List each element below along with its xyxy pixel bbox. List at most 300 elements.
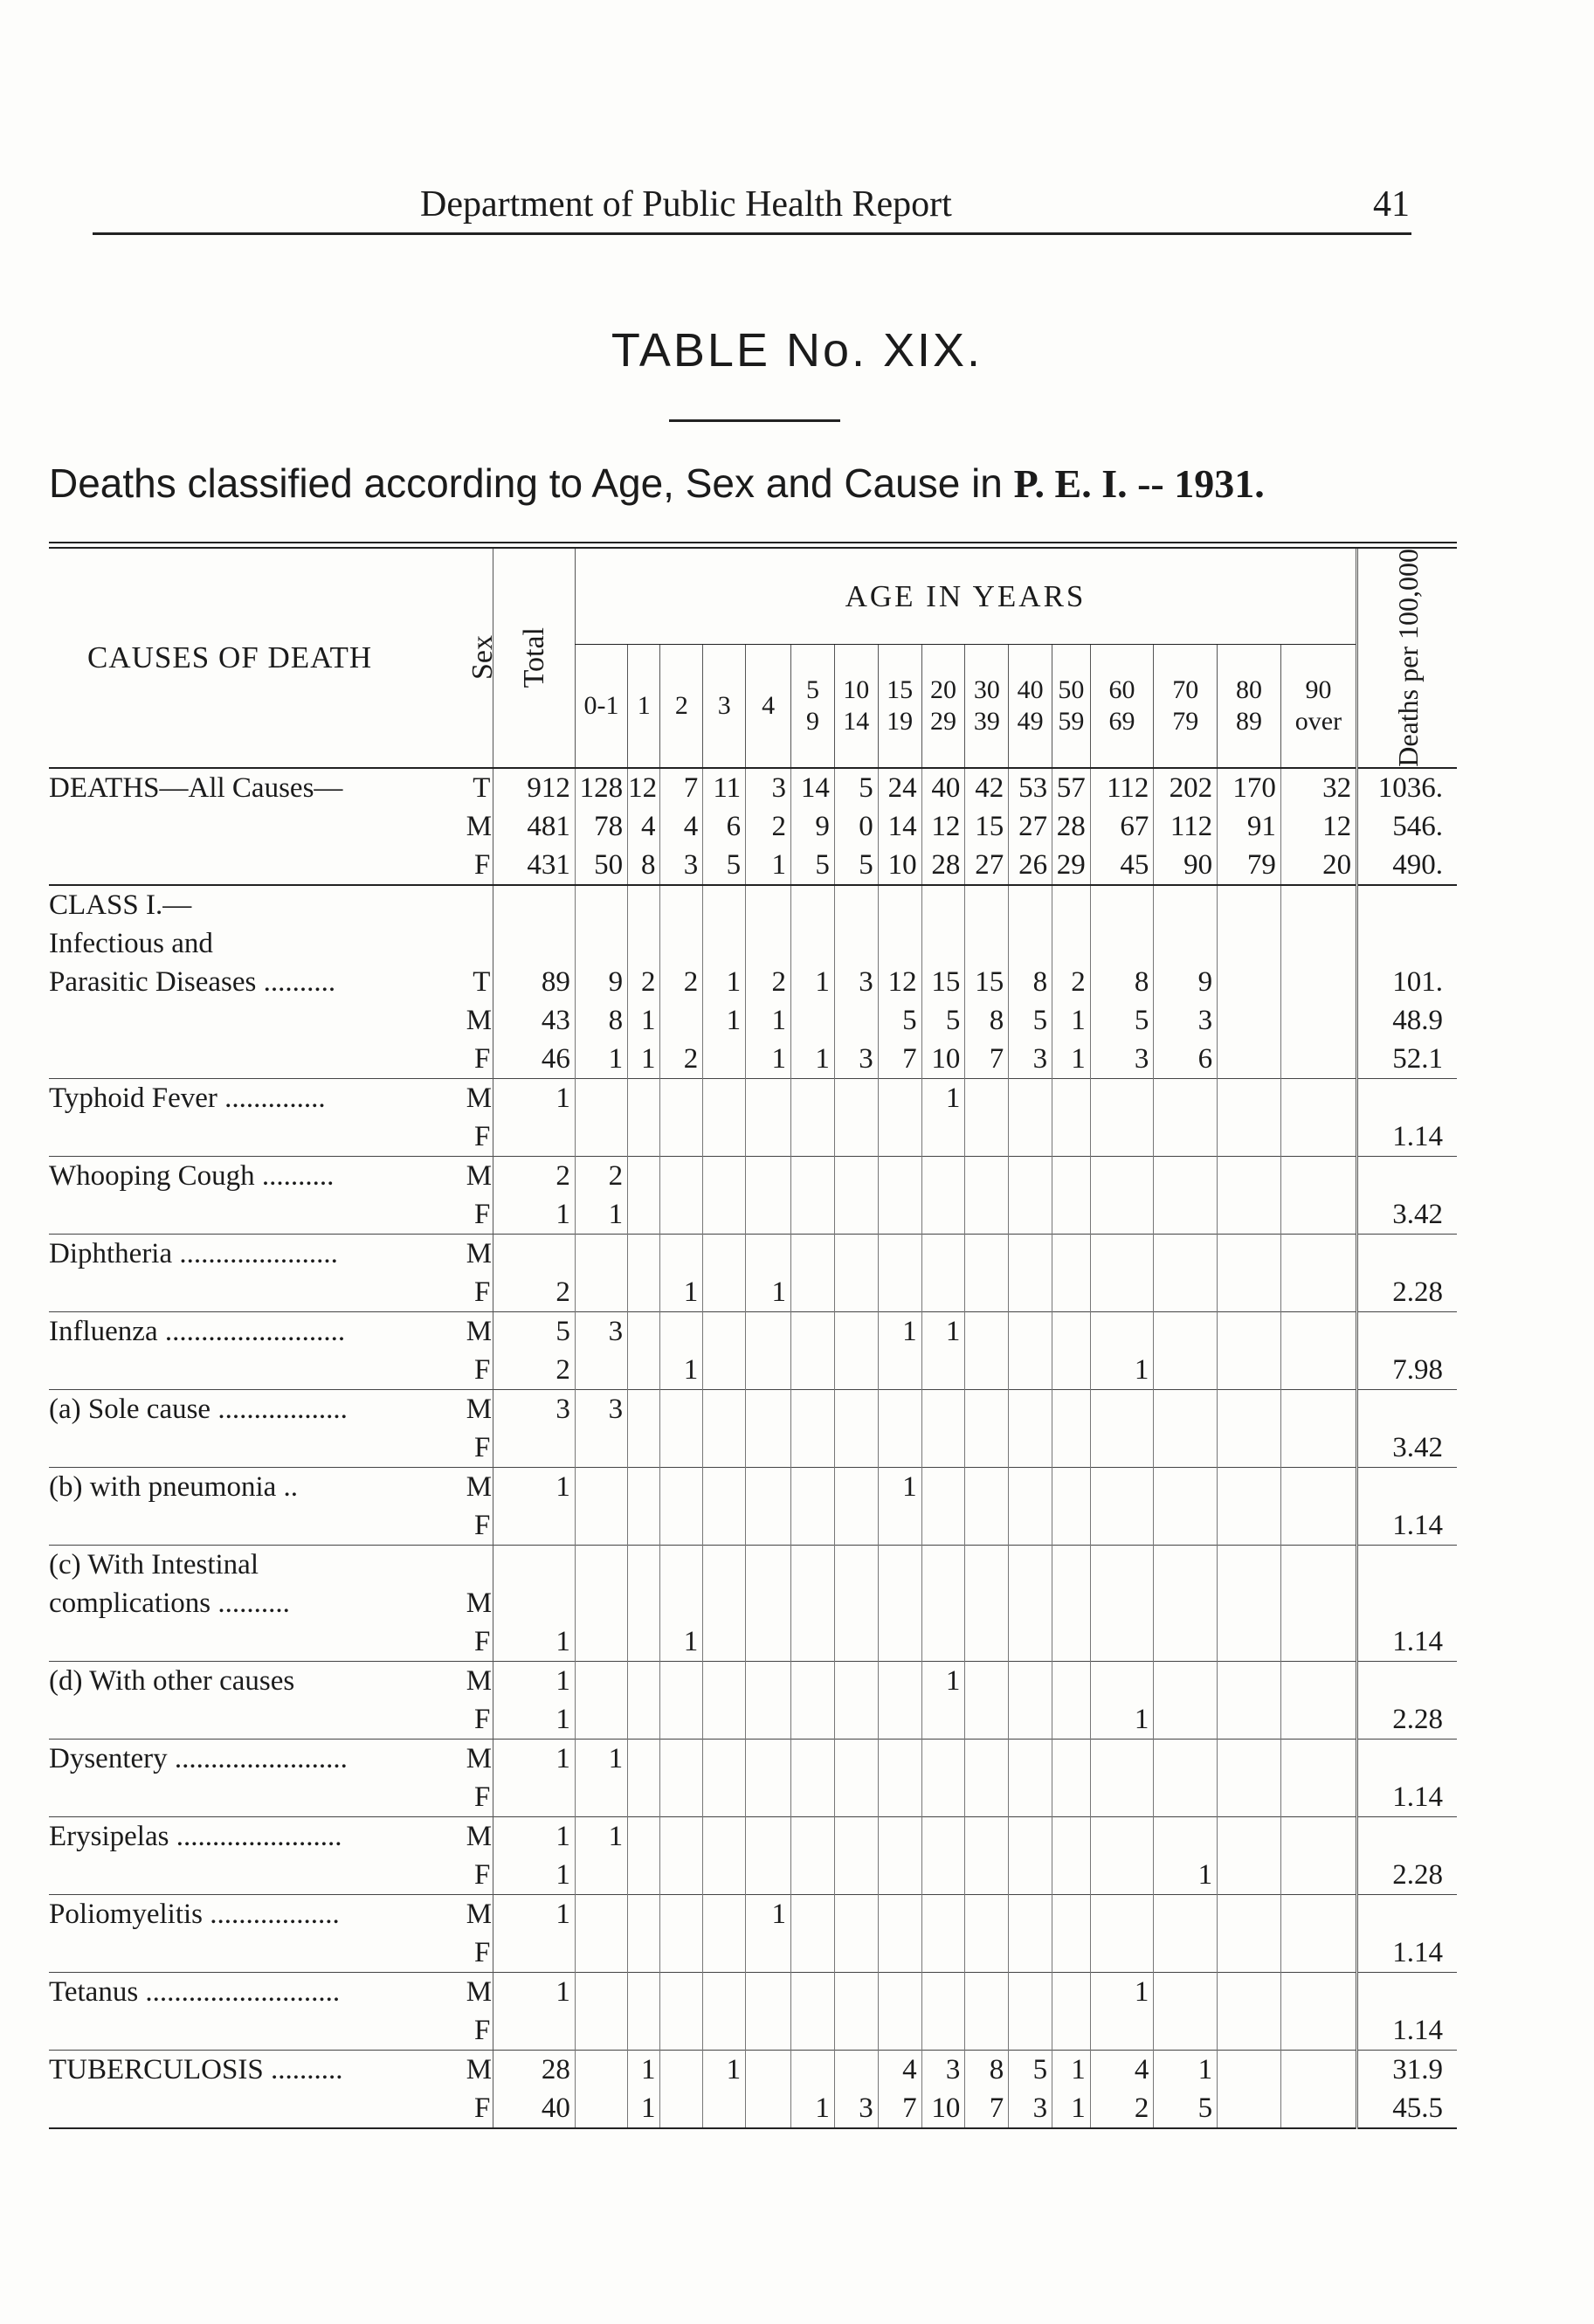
age-cell	[1090, 1311, 1154, 1351]
age-cell: 1	[746, 846, 791, 885]
age-cell: 29	[1052, 846, 1091, 885]
sex-cell: T	[473, 965, 491, 998]
age-cell: 8	[1009, 963, 1052, 1001]
sex-cell: F	[474, 1781, 491, 1813]
age-cell	[575, 1933, 627, 1973]
cause-label: (b) with pneumonia ..	[49, 1467, 466, 1506]
age-cell	[1090, 1739, 1154, 1778]
age-cell	[1052, 1234, 1091, 1273]
age-column-from: 90	[1305, 675, 1332, 705]
total-cell: 3	[493, 1389, 575, 1428]
age-cell	[746, 1351, 791, 1390]
age-cell	[628, 1622, 660, 1662]
age-cell: 1	[1090, 1972, 1154, 2011]
total-cell	[493, 2011, 575, 2051]
age-cell	[834, 1156, 878, 1195]
age-cell: 15	[921, 963, 965, 1001]
age-cell	[1090, 1273, 1154, 1312]
age-cell	[965, 1389, 1009, 1428]
cause-label	[49, 1001, 466, 1040]
age-cell	[1009, 924, 1052, 963]
age-cell	[1154, 1351, 1218, 1390]
age-cell	[791, 1933, 835, 1973]
age-cell	[1280, 1700, 1356, 1740]
age-cell	[1154, 924, 1218, 963]
table-row	[49, 885, 1457, 924]
age-cell	[660, 1195, 703, 1235]
age-cell	[575, 1117, 627, 1157]
age-cell	[703, 1195, 746, 1235]
age-cell	[921, 1428, 965, 1468]
age-cell: 112	[1154, 807, 1218, 846]
age-cell	[965, 1739, 1009, 1778]
rate-cell	[1357, 1894, 1457, 1933]
age-cell: 3	[834, 963, 878, 1001]
age-cell	[703, 1117, 746, 1157]
age-cell	[1218, 1117, 1281, 1157]
age-cell	[921, 1972, 965, 2011]
age-cell	[660, 1001, 703, 1040]
age-cell: 1	[791, 2089, 835, 2128]
total-cell	[493, 885, 575, 924]
age-cell	[1154, 1195, 1218, 1235]
age-cell: 3	[660, 846, 703, 885]
age-cell: 3	[834, 2089, 878, 2128]
age-cell	[1280, 1001, 1356, 1040]
age-cell	[1280, 1040, 1356, 1079]
age-cell	[575, 1622, 627, 1662]
age-column-from: 40	[1017, 675, 1044, 705]
total-cell	[493, 924, 575, 963]
cause-label	[49, 1117, 466, 1157]
table-row	[49, 1584, 1457, 1622]
age-cell	[1090, 1661, 1154, 1700]
age-cell	[834, 1195, 878, 1235]
age-cell: 1	[746, 1894, 791, 1933]
age-cell	[746, 1933, 791, 1973]
age-cell	[791, 1428, 835, 1468]
sex-header-text: Sex	[466, 635, 499, 681]
rate-cell: 2.28	[1357, 1273, 1457, 1312]
age-cell	[834, 1351, 878, 1390]
sex-cell: F	[474, 1198, 491, 1230]
age-cell	[575, 1778, 627, 1817]
age-cell	[791, 1234, 835, 1273]
sex-cell: F	[474, 1936, 491, 1968]
age-cell	[1009, 1156, 1052, 1195]
age-cell: 5	[703, 846, 746, 885]
table-row	[49, 846, 1457, 885]
age-column-header	[834, 645, 878, 768]
age-cell	[1009, 1234, 1052, 1273]
age-cell	[834, 1661, 878, 1700]
running-head	[93, 180, 1411, 235]
age-cell	[1009, 885, 1052, 924]
age-cell	[1218, 1700, 1281, 1740]
age-cell	[703, 2011, 746, 2051]
age-cell	[746, 1428, 791, 1468]
rate-cell	[1357, 924, 1457, 963]
age-cell	[965, 1311, 1009, 1351]
table-row	[49, 1506, 1457, 1546]
total-cell: 1	[493, 1078, 575, 1117]
age-column-header	[791, 645, 835, 768]
age-cell	[1280, 1856, 1356, 1895]
age-cell	[628, 1234, 660, 1273]
age-cell	[921, 1545, 965, 1584]
age-cell	[1154, 1467, 1218, 1506]
age-cell	[1280, 1584, 1356, 1622]
rate-cell: 3.42	[1357, 1428, 1457, 1468]
age-cell	[878, 885, 921, 924]
age-column-header	[1218, 645, 1281, 768]
table-row	[49, 1428, 1457, 1468]
age-column-header	[660, 645, 703, 768]
age-cell	[628, 1156, 660, 1195]
age-cell	[921, 1195, 965, 1235]
rate-cell	[1357, 1156, 1457, 1195]
rate-cell: 31.9	[1357, 2050, 1457, 2089]
age-column-header	[921, 645, 965, 768]
age-cell	[703, 924, 746, 963]
total-cell: 5	[493, 1311, 575, 1351]
age-cell	[1154, 885, 1218, 924]
age-cell	[660, 885, 703, 924]
age-cell	[921, 1856, 965, 1895]
age-column-to: 39	[973, 707, 1000, 737]
age-cell	[791, 1195, 835, 1235]
age-cell	[1052, 924, 1091, 963]
sex-cell: F	[474, 1431, 491, 1463]
age-cell	[660, 1933, 703, 1973]
age-cell	[575, 1506, 627, 1546]
age-cell	[628, 1506, 660, 1546]
age-cell	[628, 1584, 660, 1622]
age-cell	[921, 885, 965, 924]
age-cell: 1	[878, 1467, 921, 1506]
age-cell: 1	[746, 1040, 791, 1079]
age-cell: 2	[660, 1040, 703, 1079]
age-cell	[703, 1856, 746, 1895]
age-cell	[1280, 885, 1356, 924]
age-cell: 1	[703, 963, 746, 1001]
age-cell	[1218, 1972, 1281, 2011]
sex-cell: M	[466, 1894, 493, 1933]
age-cell	[791, 1389, 835, 1428]
age-cell: 3	[1009, 2089, 1052, 2128]
age-cell	[628, 1856, 660, 1895]
sex-cell: F	[474, 1703, 491, 1735]
total-cell: 1	[493, 1894, 575, 1933]
cause-label: complications ..........	[49, 1587, 290, 1619]
age-cell	[575, 1972, 627, 2011]
age-cell	[1154, 1700, 1218, 1740]
table-row	[49, 1545, 1457, 1584]
age-cell	[660, 2050, 703, 2089]
age-cell	[1154, 1506, 1218, 1546]
age-cell	[1090, 1428, 1154, 1468]
age-cell	[628, 1467, 660, 1506]
age-cell	[965, 1351, 1009, 1390]
age-cell	[746, 1117, 791, 1157]
age-cell	[628, 1778, 660, 1817]
age-cell	[628, 885, 660, 924]
age-cell	[1154, 1933, 1218, 1973]
age-cell	[1052, 1273, 1091, 1312]
age-cell	[834, 1700, 878, 1740]
age-cell	[965, 1117, 1009, 1157]
table-row	[49, 1117, 1457, 1157]
age-cell: 79	[1218, 846, 1281, 885]
age-cell	[660, 1972, 703, 2011]
age-cell	[703, 1389, 746, 1428]
age-column-to: 79	[1172, 707, 1199, 737]
age-column-from: 1	[637, 691, 651, 721]
rate-cell	[1357, 1311, 1457, 1351]
age-cell	[1090, 1506, 1154, 1546]
age-cell	[1009, 1428, 1052, 1468]
age-cell	[834, 1506, 878, 1546]
age-cell	[1090, 1467, 1154, 1506]
age-cell	[1280, 963, 1356, 1001]
rate-cell	[1357, 1234, 1457, 1273]
age-cell	[1280, 1428, 1356, 1468]
age-cell	[1154, 1894, 1218, 1933]
age-cell	[965, 1700, 1009, 1740]
age-cell	[1052, 1351, 1091, 1390]
age-cell	[965, 1428, 1009, 1468]
rate-cell: 2.28	[1357, 1856, 1457, 1895]
age-cell	[1090, 1234, 1154, 1273]
age-cell	[703, 1778, 746, 1817]
age-cell	[1052, 1933, 1091, 1973]
age-cell	[746, 924, 791, 963]
age-cell	[703, 1156, 746, 1195]
age-cell: 6	[1154, 1040, 1218, 1079]
sex-cell	[466, 885, 493, 924]
age-cell: 2	[746, 963, 791, 1001]
rate-cell	[1357, 1739, 1457, 1778]
age-cell: 5	[921, 1001, 965, 1040]
total-cell: 1	[493, 1816, 575, 1856]
age-cell	[1218, 1311, 1281, 1351]
age-cell	[1280, 1972, 1356, 2011]
age-cell	[1090, 1584, 1154, 1622]
age-cell: 1	[1154, 2050, 1218, 2089]
age-cell: 3	[575, 1311, 627, 1351]
rate-cell: 546.	[1357, 807, 1457, 846]
age-cell	[1218, 2050, 1281, 2089]
total-cell: 1	[493, 1856, 575, 1895]
sex-cell: F	[474, 1625, 491, 1657]
age-cell	[703, 2089, 746, 2128]
age-cell	[791, 1661, 835, 1700]
age-column-to: 59	[1058, 707, 1085, 737]
age-cell: 4	[660, 807, 703, 846]
age-cell	[703, 1661, 746, 1700]
total-cell: 1	[493, 1700, 575, 1740]
age-cell	[1090, 2011, 1154, 2051]
age-cell: 3	[575, 1389, 627, 1428]
age-cell	[1280, 1894, 1356, 1933]
age-cell	[1052, 1778, 1091, 1817]
age-cell: 24	[878, 768, 921, 807]
age-cell: 14	[791, 768, 835, 807]
total-cell: 1	[493, 1467, 575, 1506]
age-cell	[878, 1545, 921, 1584]
age-cell	[660, 924, 703, 963]
age-cell	[660, 1234, 703, 1273]
age-cell	[834, 1428, 878, 1468]
age-cell	[921, 1117, 965, 1157]
total-cell: 2	[493, 1351, 575, 1390]
rate-cell: 1.14	[1357, 2011, 1457, 2051]
table-row	[49, 1273, 1457, 1312]
age-cell: 3	[1090, 1040, 1154, 1079]
age-cell: 2	[746, 807, 791, 846]
age-cell	[1090, 1622, 1154, 1662]
age-cell	[703, 1584, 746, 1622]
table-row	[49, 807, 1457, 846]
table-row	[49, 1195, 1457, 1235]
age-cell	[791, 1273, 835, 1312]
age-cell	[878, 1700, 921, 1740]
age-cell	[965, 1584, 1009, 1622]
table-title: TABLE No. XIX.	[611, 324, 983, 377]
sex-cell	[466, 1545, 493, 1584]
age-cell	[1052, 1739, 1091, 1778]
rate-cell	[1357, 1972, 1457, 2011]
age-cell	[1090, 1078, 1154, 1117]
cause-label: Diphtheria ......................	[49, 1234, 466, 1273]
age-cell	[1009, 1467, 1052, 1506]
age-cell	[834, 1234, 878, 1273]
age-cell	[575, 1545, 627, 1584]
age-cell: 10	[921, 2089, 965, 2128]
age-cell	[791, 885, 835, 924]
age-cell	[1009, 1078, 1052, 1117]
age-cell	[703, 1234, 746, 1273]
age-cell: 202	[1154, 768, 1218, 807]
age-cell	[921, 1389, 965, 1428]
age-column-header	[746, 645, 791, 768]
age-cell	[628, 1894, 660, 1933]
age-column-from: 2	[674, 691, 688, 721]
age-cell	[1218, 1545, 1281, 1584]
rate-cell	[1357, 1078, 1457, 1117]
age-cell: 1	[660, 1273, 703, 1312]
cause-label	[49, 1040, 466, 1079]
rate-cell: 48.9	[1357, 1001, 1457, 1040]
age-cell	[660, 1156, 703, 1195]
sex-cell	[466, 924, 493, 963]
age-cell	[791, 1078, 835, 1117]
age-cell	[1052, 885, 1091, 924]
age-cell	[1280, 1778, 1356, 1817]
age-cell	[660, 1545, 703, 1584]
age-cell	[965, 1816, 1009, 1856]
age-cell: 5	[791, 846, 835, 885]
age-cell	[660, 1778, 703, 1817]
age-cell	[965, 1195, 1009, 1235]
age-cell: 1	[628, 2050, 660, 2089]
age-cell	[878, 1972, 921, 2011]
table-row	[49, 1078, 1457, 1117]
age-cell: 7	[878, 1040, 921, 1079]
table-row	[49, 1622, 1457, 1662]
age-cell	[1154, 1816, 1218, 1856]
age-cell: 12	[921, 807, 965, 846]
age-cell	[834, 1972, 878, 2011]
total-cell: 46	[493, 1040, 575, 1079]
age-cell	[1218, 1389, 1281, 1428]
age-column-to: 29	[929, 707, 956, 737]
age-cell: 3	[1154, 1001, 1218, 1040]
table-row	[49, 924, 1457, 963]
age-cell	[878, 2011, 921, 2051]
age-cell: 0	[834, 807, 878, 846]
age-cell	[921, 1778, 965, 1817]
cause-label: DEATHS—All Causes—	[49, 768, 466, 807]
age-cell	[878, 1856, 921, 1895]
age-cell	[791, 1584, 835, 1622]
age-cell: 20	[1280, 846, 1356, 885]
age-cell: 1	[1090, 1700, 1154, 1740]
rate-cell	[1357, 1584, 1457, 1622]
sex-cell: M	[466, 810, 493, 842]
age-cell	[1280, 2050, 1356, 2089]
age-column-to: 89	[1235, 707, 1262, 737]
sex-cell: M	[466, 2050, 493, 2089]
sex-cell: M	[466, 1467, 493, 1506]
age-cell	[1052, 1311, 1091, 1351]
table-row	[49, 1351, 1457, 1390]
cause-label: TUBERCULOSIS ..........	[49, 2050, 466, 2089]
age-cell	[575, 1467, 627, 1506]
age-cell	[1052, 1622, 1091, 1662]
age-cell	[1280, 2011, 1356, 2051]
age-cell	[834, 1584, 878, 1622]
age-column-to: 14	[843, 707, 870, 737]
total-header-text: Total	[517, 627, 550, 688]
age-cell: 1	[575, 1040, 627, 1079]
age-cell	[660, 1389, 703, 1428]
age-cell: 10	[878, 846, 921, 885]
cause-label: Whooping Cough ..........	[49, 1156, 466, 1195]
age-cell	[1009, 1273, 1052, 1312]
cause-label	[49, 1778, 466, 1817]
rate-cell: 1.14	[1357, 1117, 1457, 1157]
total-cell	[493, 1545, 575, 1584]
age-cell	[965, 1506, 1009, 1546]
age-cell: 8	[628, 846, 660, 885]
cause-label: Infectious and	[49, 927, 213, 959]
age-cell: 5	[834, 846, 878, 885]
age-cell	[660, 1584, 703, 1622]
rate-cell: 3.42	[1357, 1195, 1457, 1235]
age-cell	[1009, 1545, 1052, 1584]
age-cell	[1052, 1584, 1091, 1622]
sex-cell: F	[474, 1509, 491, 1541]
total-cell: 89	[493, 963, 575, 1001]
age-column-header	[1154, 645, 1218, 768]
age-cell	[746, 1739, 791, 1778]
age-cell	[1154, 1234, 1218, 1273]
age-cell	[1090, 1778, 1154, 1817]
age-cell	[575, 1700, 627, 1740]
age-cell: 128	[575, 768, 627, 807]
age-column-from: 5	[805, 675, 819, 705]
